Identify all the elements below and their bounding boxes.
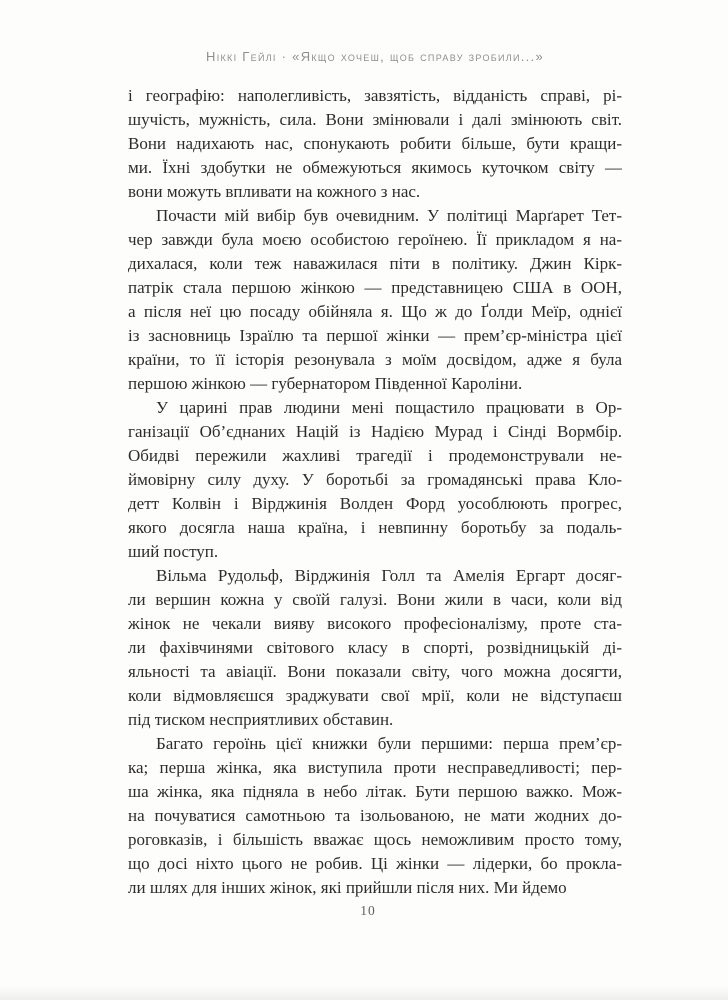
text-line: ймовірну силу духу. У боротьбі за громадянські права Кло- bbox=[128, 470, 622, 489]
text-line: Вони надихають нас, спонукають робити більше, бути кращи- bbox=[128, 134, 622, 153]
text-line: ми. Їхні здобутки не обмежуються якимось куточком світу — bbox=[128, 158, 622, 177]
text-line: патрік стала першою жінкою — представницею США в ООН, bbox=[128, 278, 622, 297]
text-line: країни, то її історія резонувала з моїм досвідом, адже я була bbox=[128, 350, 622, 369]
text-line: ганізації Об’єднаних Націй із Надією Мурад і Сінді Вормбір. bbox=[128, 422, 622, 441]
paragraph bbox=[128, 84, 622, 204]
text-line: під тиском несприятливих обставин. bbox=[128, 710, 394, 729]
text-line: ли шлях для інших жінок, які прийшли після них. Ми йдемо bbox=[128, 878, 567, 897]
text-line: дихалася, коли теж наважилася піти в політику. Джин Кірк- bbox=[128, 254, 622, 273]
text-line: детт Колвін і Вірджинія Волден Форд уособлюють прогрес, bbox=[128, 494, 622, 513]
text-line: ли вершин кожна у своїй галузі. Вони жили в часи, коли від bbox=[128, 590, 622, 609]
paragraph bbox=[128, 396, 622, 564]
page-number: 10 bbox=[360, 903, 376, 918]
text-line: Обидві пережили жахливі трагедії і продемонстрували не- bbox=[128, 446, 622, 465]
text-line: і географію: наполегливість, завзятість, відданість справі, рі- bbox=[128, 86, 622, 105]
text-line: якого досягла наша країна, і невпинну боротьбу за подаль- bbox=[128, 518, 622, 537]
text-line: У царині прав людини мені пощастило працювати в Ор- bbox=[156, 398, 622, 417]
text-line: що досі ніхто цього не робив. Ці жінки — лідерки, бо прокла- bbox=[128, 854, 622, 873]
text-line: коли відмовляєшся зраджувати свої мрії, коли не відступаєш bbox=[128, 686, 622, 705]
text-line: ша жінка, яка підняла в небо літак. Бути першою важко. Мож- bbox=[128, 782, 622, 801]
running-header: Ніккі Гейлі · «Якщо хочеш, щоб справу зробили...» bbox=[206, 49, 544, 64]
text-line: роговказів, і більшість вважає щось неможливим просто тому, bbox=[128, 830, 622, 849]
paragraph bbox=[128, 564, 622, 732]
text-line: Багато героїнь цієї книжки були першими: перша прем’єр- bbox=[156, 734, 622, 753]
text-line: ший поступ. bbox=[128, 542, 219, 561]
text-block bbox=[128, 84, 622, 900]
text-line: чер завжди була моєю особистою героїнею. Її прикладом я на- bbox=[128, 230, 622, 249]
text-line: вони можуть впливати на кожного з нас. bbox=[128, 182, 421, 201]
text-line: першою жінкою — губернатором Південної Кароліни. bbox=[128, 374, 523, 393]
text-line: на почуватися самотньою та ізольованою, не мати жодних до- bbox=[128, 806, 622, 825]
text-line: із засновниць Ізраїлю та першої жінки — прем’єр-міністра цієї bbox=[128, 326, 622, 345]
text-line: ли фахівчинями світового класу в спорті, розвідницькій ді- bbox=[128, 638, 622, 657]
paragraph bbox=[128, 732, 622, 900]
paragraph bbox=[128, 204, 622, 396]
text-line: Почасти мій вибір був очевидним. У політиці Марґарет Тет- bbox=[156, 206, 622, 225]
text-line: а після неї цю посаду обійняла я. Що ж до Ґолди Меїр, однієї bbox=[128, 302, 622, 321]
text-line: жінок не чекали вияву високого професіоналізму, проте ста- bbox=[128, 614, 622, 633]
text-line: ка; перша жінка, яка виступила проти несправедливості; пер- bbox=[128, 758, 622, 777]
text-line: яльності та авіації. Вони показали світу, чого можна досягти, bbox=[128, 662, 622, 681]
text-line: Вільма Рудольф, Вірджинія Голл та Амелія Ергарт досяг- bbox=[156, 566, 622, 585]
text-line: шучість, мужність, сила. Вони змінювали і далі змінюють світ. bbox=[128, 110, 622, 129]
